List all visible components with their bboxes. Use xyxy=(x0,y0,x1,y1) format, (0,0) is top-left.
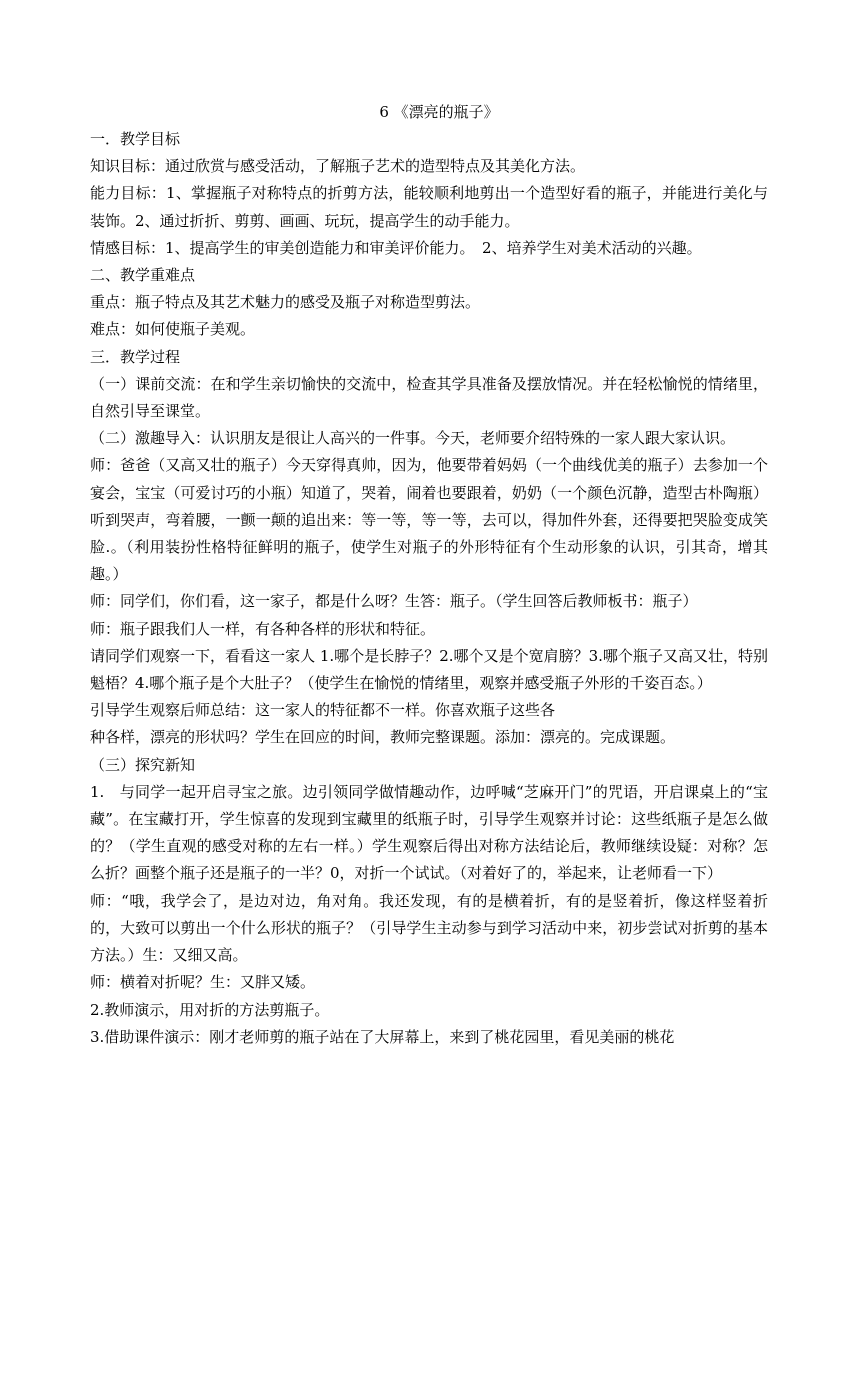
paragraph: 难点：如何使瓶子美观。 xyxy=(90,320,256,339)
paragraph: 引导学生观察后师总结：这一家人的特征都不一样。你喜欢瓶子这些各 xyxy=(90,701,556,720)
paragraph: （二）激趣导入：认识朋友是很让人高兴的一件事。今天，老师要介绍特殊的一家人跟大家认识。 xyxy=(90,429,736,448)
paragraph: 二、教学重难点 xyxy=(90,266,196,285)
paragraph: （三）探究新知 xyxy=(90,755,196,774)
document-title: 6 《漂亮的瓶子》 xyxy=(379,103,499,121)
paragraph: 师：“哦，我学会了，是边对边，角对角。我还发现，有的是横着折，有的是竖着折，像这样竖着折的，大致可以剪出一个什么形状的瓶子？（引导学生主动参与到学习活动中来，初步尝试对折剪的基本方法。）生：又细又高。 xyxy=(90,891,768,965)
paragraph: 师：同学们，你们看，这一家子，都是什么呀？生答：瓶子。（学生回答后教师板书：瓶子） xyxy=(90,592,698,611)
document-body xyxy=(90,126,768,1051)
paragraph: 三．教学过程 xyxy=(90,347,181,366)
paragraph: 情感目标：1、提高学生的审美创造能力和审美评价能力。 2、培养学生对美术活动的兴趣。 xyxy=(90,238,702,257)
paragraph: 师：爸爸（又高又壮的瓶子）今天穿得真帅，因为，他要带着妈妈（一个曲线优美的瓶子）去参加一个宴会，宝宝（可爱讨巧的小瓶）知道了，哭着，闹着也要跟着，奶奶（一个颜色沉静，造型古朴陶瓶）听到哭声，弯着腰，一颤一颠的追出来：等一等，等一等，去可以，得加件外套，还得要把哭脸变成笑脸.。（利用装扮性格特征鲜明的瓶子，使学生对瓶子的外形特征有个生动形象的认识，引其奇，增其趣。） xyxy=(90,456,768,584)
paragraph: 重点：瓶子特点及其艺术魅力的感受及瓶子对称造型剪法。 xyxy=(90,293,481,312)
paragraph: 知识目标：通过欣赏与感受活动，了解瓶子艺术的造型特点及其美化方法。 xyxy=(90,157,586,176)
paragraph: 师：横着对折呢？生：又胖又矮。 xyxy=(90,973,316,992)
paragraph: 请同学们观察一下，看看这一家人 1.哪个是长脖子？2.哪个又是个宽肩膀？3.哪个瓶子又高又壮，特别魁梧？4.哪个瓶子是个大肚子？（使学生在愉悦的情绪里，观察并感受瓶子外形的千姿百态。） xyxy=(90,646,768,693)
paragraph: 能力目标：1、掌握瓶子对称特点的折剪方法，能较顺利地剪出一个造型好看的瓶子，并能进行美化与装饰。2、通过折折、剪剪、画画、玩玩，提高学生的动手能力。 xyxy=(90,184,768,230)
document-page xyxy=(90,100,768,1051)
paragraph: 种各样，漂亮的形状吗？学生在回应的时间，教师完整课题。添加：漂亮的。完成课题。 xyxy=(90,728,676,747)
paragraph: 一．教学目标 xyxy=(90,130,181,148)
paragraph: 2.教师演示，用对折的方法剪瓶子。 xyxy=(90,1000,330,1019)
paragraph: （一）课前交流：在和学生亲切愉快的交流中，检查其学具准备及摆放情况。并在轻松愉悦的情绪里，自然引导至课堂。 xyxy=(90,374,768,421)
paragraph: 师：瓶子跟我们人一样，有各种各样的形状和特征。 xyxy=(90,619,436,638)
paragraph: 3.借助课件演示：刚才老师剪的瓶子站在了大屏幕上，来到了桃花园里，看见美丽的桃花 xyxy=(90,1027,675,1046)
paragraph: 1. 与同学一起开启寻宝之旅。边引领同学做情趣动作，边呼喊“芝麻开门”的咒语，开启课桌上的“宝藏”。在宝藏打开，学生惊喜的发现到宝藏里的纸瓶子时，引导学生观察并讨论：这些纸瓶子是怎么做的？（学生直观的感受对称的左右一样。）学生观察后得出对称方法结论后，教师继续设疑：对称？怎么折？画整个瓶子还是瓶子的一半？0，对折一个试试。（对着好了的，举起来，让老师看一下） xyxy=(90,782,768,883)
